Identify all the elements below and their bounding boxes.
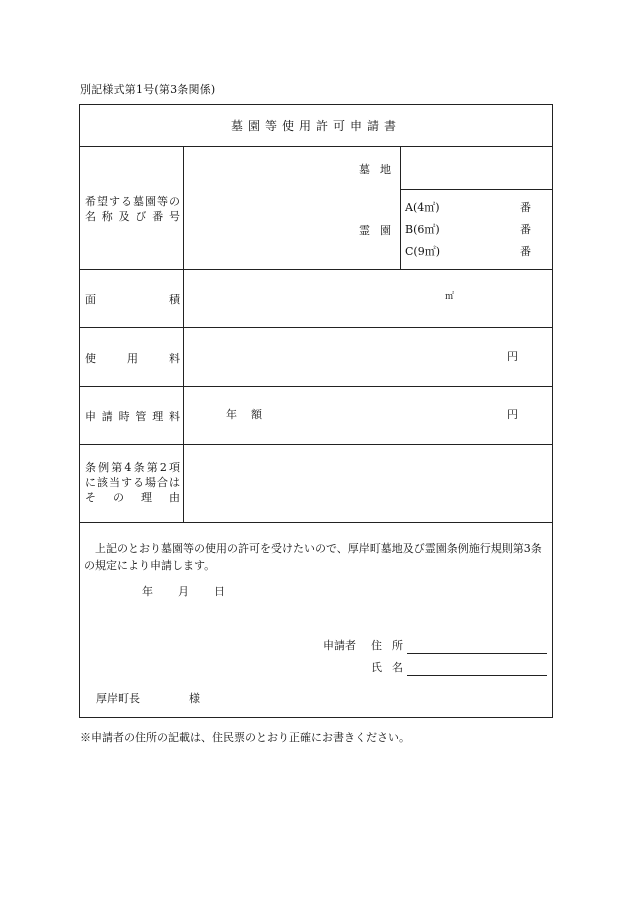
- fee-unit: 円: [507, 350, 518, 363]
- footnote: ※申請者の住所の記載は、住民票のとおり正確にお書きください。: [80, 731, 410, 744]
- name-label: 氏名: [371, 661, 413, 674]
- plot-number-unit: 番: [520, 245, 531, 258]
- reien-label: 霊園: [359, 224, 401, 237]
- bochi-label: 墓地: [359, 163, 401, 176]
- date-month: 月: [178, 585, 189, 598]
- area-label: 面積: [85, 293, 180, 306]
- date-year: 年: [142, 585, 153, 598]
- fee-label: 使用料: [85, 352, 180, 365]
- divider: [79, 444, 553, 445]
- address-field-line: [407, 653, 547, 654]
- plot-type-b: B(6㎡): [405, 223, 440, 236]
- desired-plot-label: 希望する墓園等の 名称及び番号: [85, 195, 180, 223]
- plot-type-a: A(4㎡): [405, 201, 440, 214]
- area-unit: ㎡: [445, 292, 455, 302]
- divider: [79, 522, 553, 523]
- plot-number-unit: 番: [520, 223, 531, 236]
- management-fee-label: 申請時管理料: [85, 410, 180, 423]
- address-label: 住所: [371, 639, 413, 652]
- recipient-name: 厚岸町長: [96, 692, 140, 705]
- plot-type-c: C(9㎡): [405, 245, 440, 258]
- name-field-line: [407, 675, 547, 676]
- divider: [183, 146, 184, 522]
- form-number: 別記様式第1号(第3条関係): [80, 83, 216, 96]
- recipient-honorific: 様: [189, 692, 200, 705]
- divider: [400, 189, 553, 190]
- divider: [79, 327, 553, 328]
- management-fee-unit: 円: [507, 408, 518, 421]
- form-title: 墓園等使用許可申請書: [230, 119, 401, 133]
- application-statement: 上記のとおり墓園等の使用の許可を受けたいので、厚岸町墓地及び霊園条例施行規則第3条の規定により申請します。: [84, 542, 542, 572]
- divider: [79, 269, 553, 270]
- divider: [79, 386, 553, 387]
- date-day: 日: [214, 585, 225, 598]
- reason-label: 条例第4条第2項 に該当する場合は その理由: [85, 461, 180, 504]
- divider: [79, 146, 553, 147]
- annual-amount-label: 年額: [226, 408, 276, 421]
- applicant-label: 申請者: [323, 639, 356, 652]
- plot-number-unit: 番: [520, 201, 531, 214]
